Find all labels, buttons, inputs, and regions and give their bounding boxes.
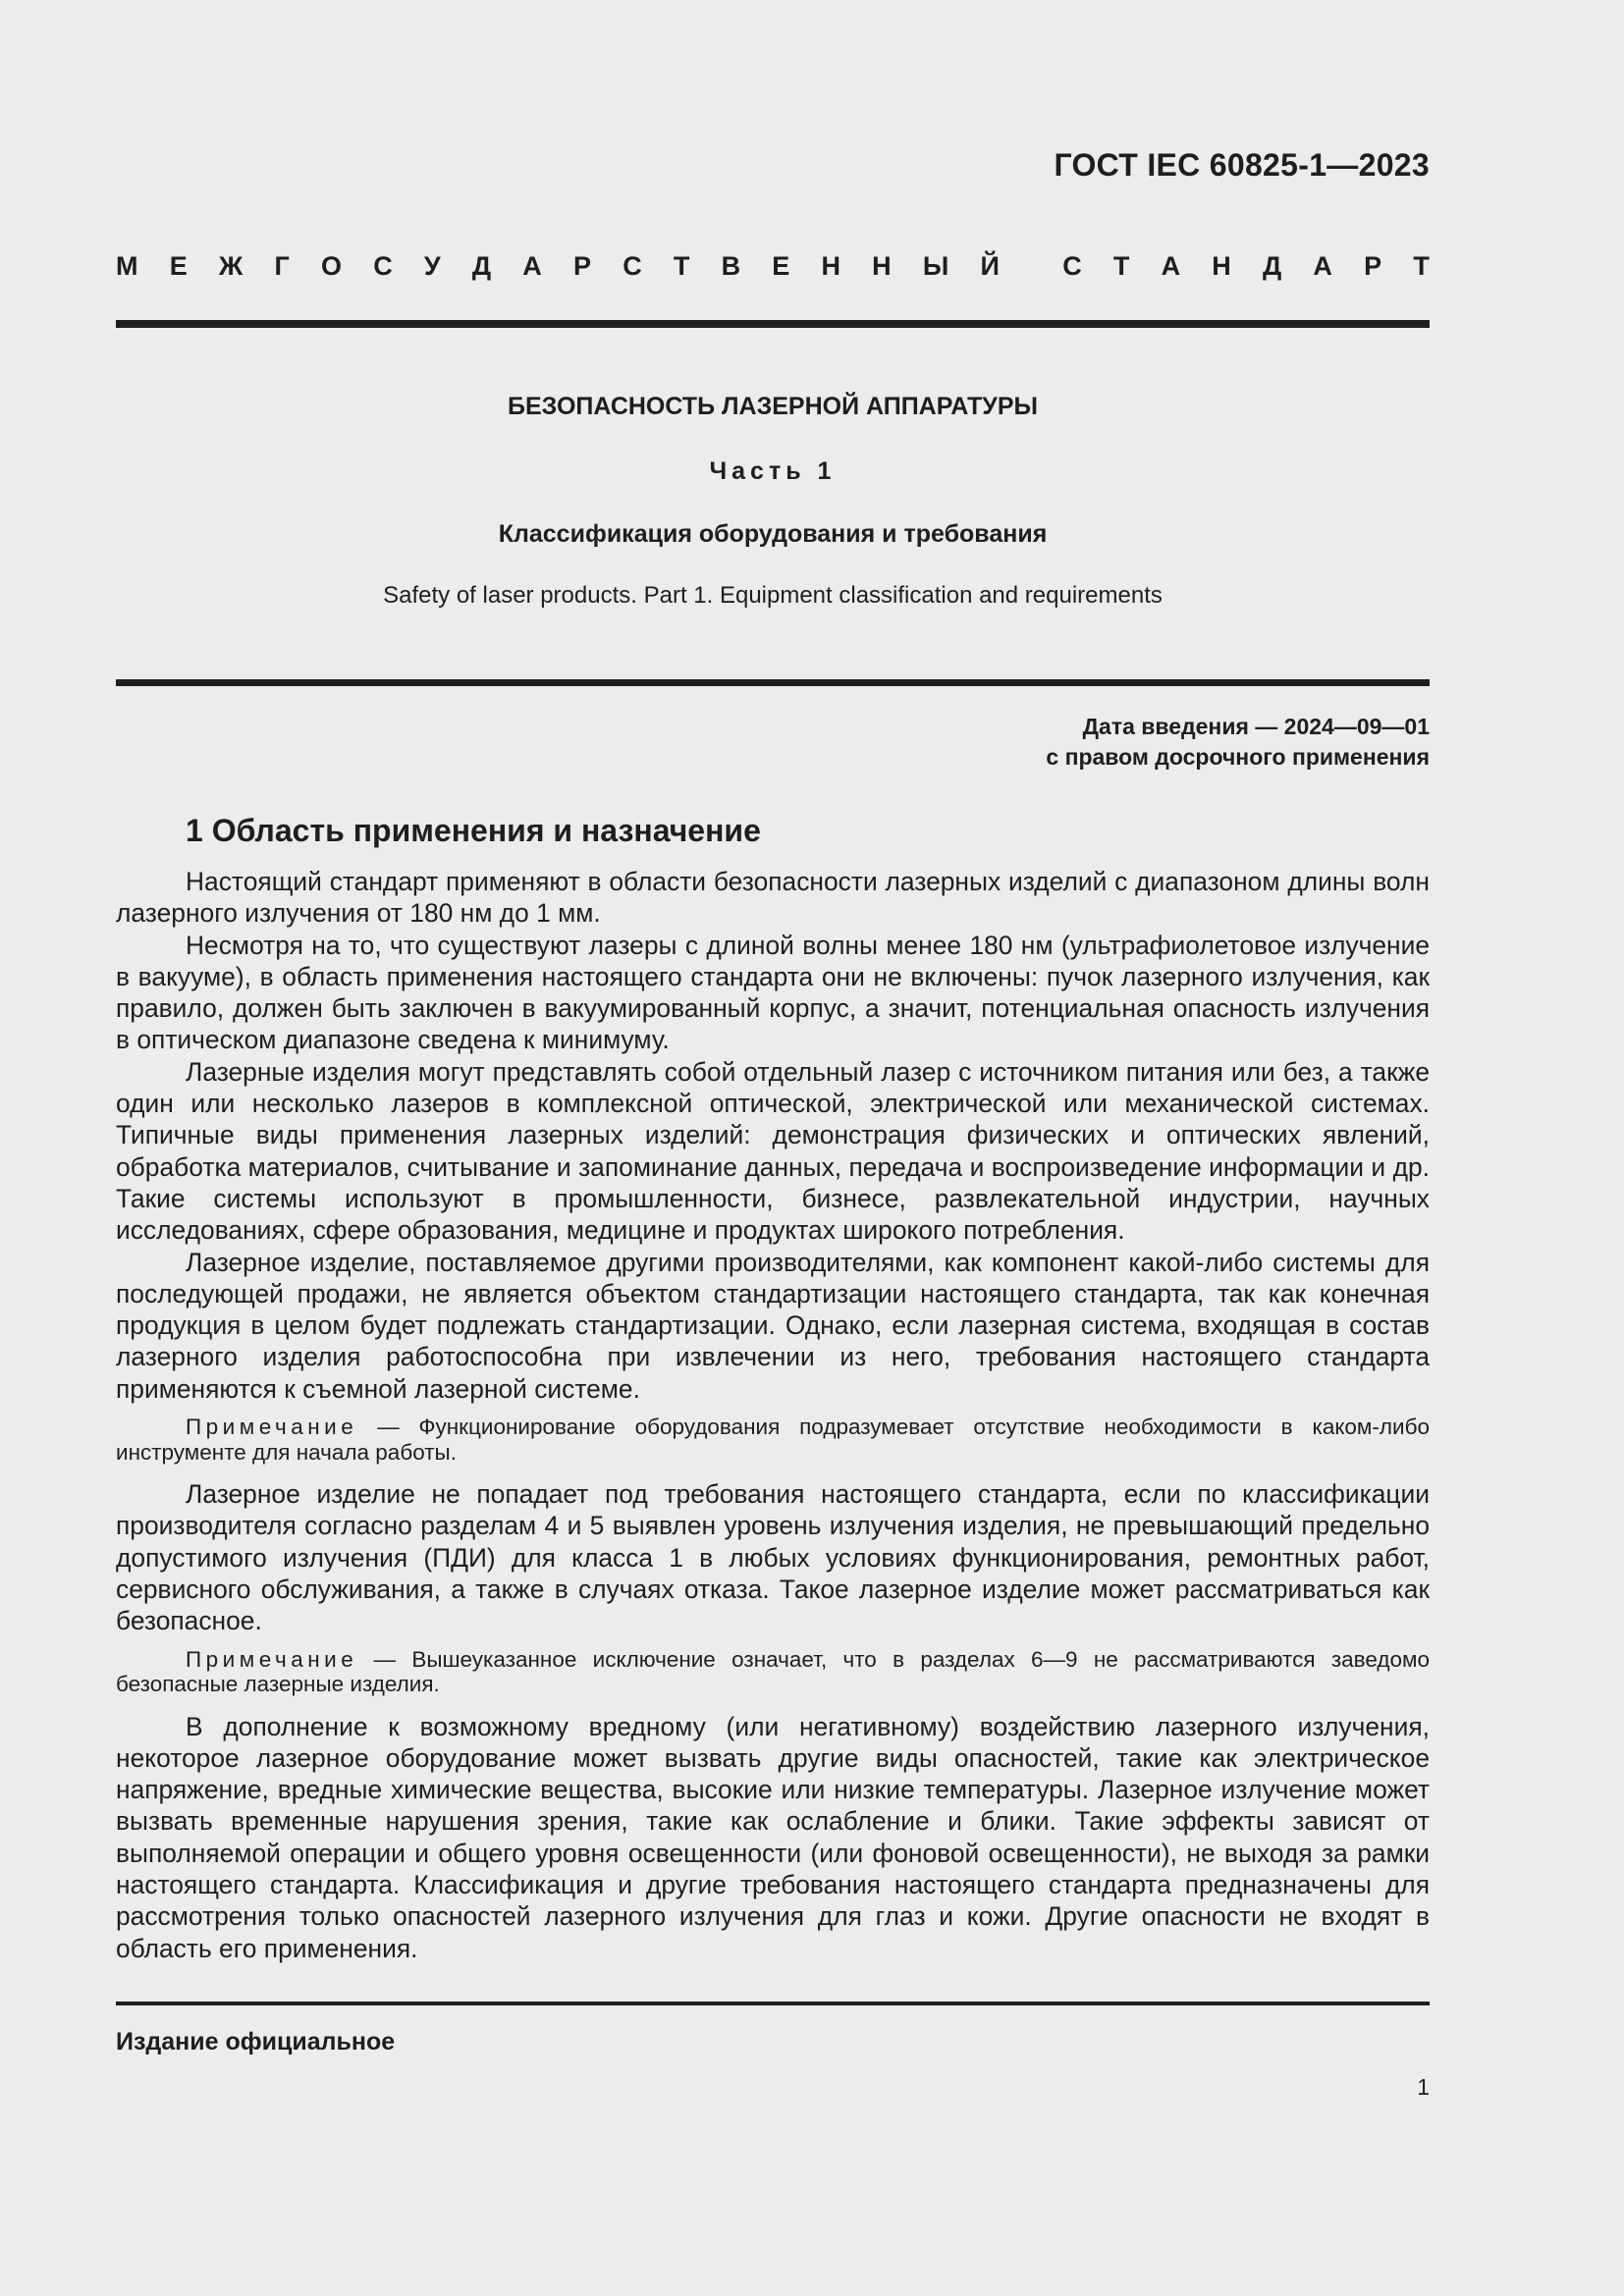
letter: Е [169,251,188,281]
note [116,1647,1430,1697]
letter: С [1062,251,1082,281]
paragraph: В дополнение к возможному вредному (или негативному) воздействию лазерного излучения, некоторое лазерное оборудование может вызвать другие виды опасностей, такие как электрическое напряжение, вредные химические вещества, высокие или низкие температуры. Лазерное излучение может вызвать временные нарушения зрения, такие как ослабление и блики. Такие эффекты зависят от выполняемой операции и общего уровня освещенности (или фоновой освещенности), не выходя за рамки настоящего стандарта. Классификация и другие требования настоящего стандарта предназначены для рассмотрения только опасностей лазерного излучения для глаз и кожи. Другие опасности не входят в область его применения. [116,1711,1430,1963]
note-label: Примечание [186,1646,358,1672]
footer-divider [116,2002,1430,2005]
letter: У [423,251,441,281]
document-page [116,0,1430,2296]
letter: М [116,251,138,281]
title-divider [116,679,1430,686]
paragraph: Лазерные изделия могут представлять собой отдельный лазер с источником питания или без, а также один или несколько лазеров в комплексной оптической, электрической или механической системах. Типичные виды применения лазерных изделий: демонстрация физических и оптических явлений, обработка материалов, считывание и запоминание данных, передача и воспроизведение информации и др. Такие системы используют в промышленности, бизнесе, развлекательной индустрии, научных исследованиях, сфере образования, медицине и продуктах широкого потребления. [116,1056,1430,1246]
standard-title: БЕЗОПАСНОСТЬ ЛАЗЕРНОЙ АППАРАТУРЫ [508,393,1038,420]
letter: Т [1413,251,1430,281]
letter: Н [1212,251,1231,281]
letter: Ы [922,251,949,281]
note [116,1415,1430,1465]
letter: О [320,251,342,281]
part-title: Часть 1 [709,457,837,485]
document-code: ГОСТ IEC 60825-1—2023 [1054,147,1430,183]
letter: Д [1262,251,1282,281]
early-application-note: с правом досрочного применения [1046,744,1430,770]
letter: Д [471,251,492,281]
subtitle: Классификация оборудования и требования [498,520,1048,548]
paragraph: Настоящий стандарт применяют в области безопасности лазерных изделий с диапазоном длины волн лазерного излучения от 180 нм до 1 мм. [116,867,1430,929]
paragraph: Лазерное изделие не попадает под требования настоящего стандарта, если по классификации производителя согласно разделам 4 и 5 выявлен уровень излучения изделия, не превышающий предельно допустимого излучения (ПДИ) для класса 1 в любых условиях функционирования, ремонтных работ, сервисного обслуживания, а также в случаях отказа. Такое лазерное изделие может рассматриваться как безопасное. [116,1479,1430,1636]
letter: А [522,251,542,281]
note-text: — Вышеуказанное исключение означает, что в разделах 6—9 не рассматриваются заведомо безопасные лазерные изделия. [116,1646,1430,1697]
section-title: 1 Область применения и назначение [186,813,761,848]
letter: Й [980,251,1000,281]
letter: Р [1364,251,1382,281]
letter: Е [772,251,790,281]
letter: Т [673,251,690,281]
letter: В [721,251,741,281]
note-label: Примечание [186,1415,358,1440]
standard-type-heading [116,251,1430,282]
official-edition-label: Издание официальное [116,2028,396,2056]
letter: А [1313,251,1332,281]
note-text: — Функционирование оборудования подразумевает отсутствие необходимости в каком-либо инструменте для начала работы. [116,1415,1430,1465]
paragraph: Лазерное изделие, поставляемое другими производителями, как компонент какой-либо системы для последующей продажи, не является объектом стандартизации настоящего стандарта, так как конечная продукция в целом будет подлежать стандартизации. Однако, если лазерная система, входящая в состав лазерного изделия работоспособна при извлечении из него, требования настоящего стандарта применяются к съемной лазерной системе. [116,1247,1430,1404]
letter: Р [572,251,591,281]
letter: Н [872,251,892,281]
letter: А [1161,251,1181,281]
letter: С [373,251,393,281]
letter: Н [821,251,840,281]
introduction-date: Дата введения — 2024—09—01 [1082,714,1430,739]
letter: С [623,251,642,281]
page-number: 1 [1417,2074,1430,2100]
section-body [116,866,1430,1964]
letter: Ж [218,251,244,281]
english-title: Safety of laser products. Part 1. Equipment classification and requirements [383,582,1163,609]
header-divider [116,320,1430,328]
letter: Г [274,251,290,281]
letter: Т [1112,251,1130,281]
paragraph: Несмотря на то, что существуют лазеры с длиной волны менее 180 нм (ультрафиолетовое излучение в вакууме), в область применения настоящего стандарта они не включены: пучок лазерного излучения, как правило, должен быть заключен в вакуумированный корпус, а значит, потенциальная опасность излучения в оптическом диапазоне сведена к минимуму. [116,930,1430,1055]
